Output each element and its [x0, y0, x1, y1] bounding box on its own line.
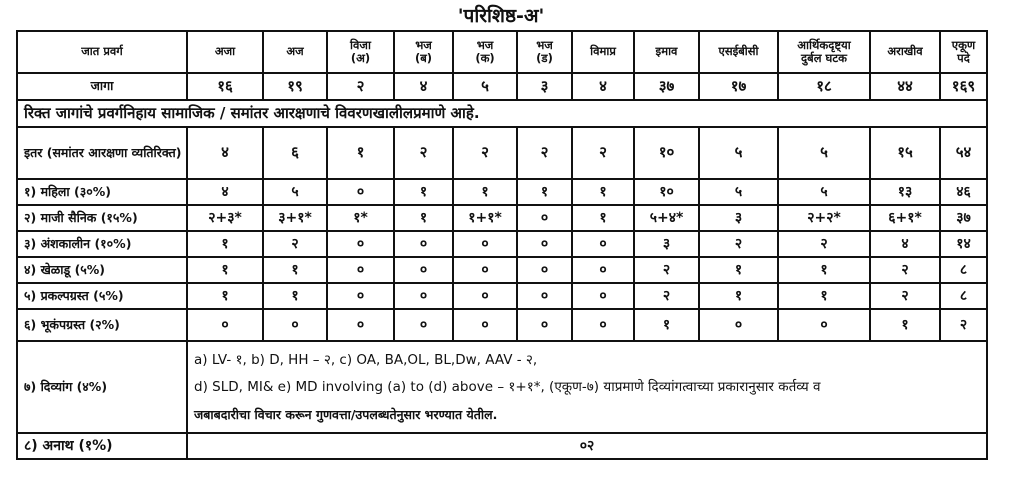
row-value: ०: [699, 309, 778, 341]
divyang-line2: d) SLD, MI& e) MD involving (a) to (d) above – १+१*, (एकूण-७) याप्रमाणे दिव्यांगत्वाच्या प्रकारानुसार कर्तव्य व: [194, 378, 821, 395]
column-header: [187, 31, 263, 73]
column-header: [453, 31, 517, 73]
column-header-line: अज: [286, 44, 304, 59]
column-header-line: एसईबीसी: [718, 44, 759, 59]
column-header-line: विजा: [350, 37, 371, 52]
jaga-row: [17, 73, 987, 100]
table-row: [17, 231, 987, 257]
jaga-value: १८: [778, 73, 870, 100]
row-value: ४: [187, 127, 263, 179]
row-value: ०: [327, 283, 394, 309]
column-header-line: इमाव: [655, 44, 678, 59]
row-label: ४) खेळाडू (५%): [17, 257, 187, 283]
row-label: ५) प्रकल्पग्रस्त (५%): [17, 283, 187, 309]
row-value: ०: [517, 257, 572, 283]
row-value: ०: [327, 179, 394, 205]
row-value: ५: [263, 179, 327, 205]
row-value: १: [263, 283, 327, 309]
row-value: १०: [634, 179, 699, 205]
table-row: [17, 179, 987, 205]
row-value: १: [699, 257, 778, 283]
header-row: [17, 31, 987, 73]
row-value: १: [187, 231, 263, 257]
row-value: २: [394, 127, 453, 179]
column-header-line: भज: [476, 37, 494, 52]
jaga-value: १९: [263, 73, 327, 100]
row-value: १: [394, 179, 453, 205]
row-value: १४: [940, 231, 987, 257]
row-value: १५: [870, 127, 940, 179]
column-header: [572, 31, 634, 73]
row-value: ४: [187, 179, 263, 205]
row-value: १: [187, 257, 263, 283]
row-value: १: [517, 179, 572, 205]
row-value: ३+१*: [263, 205, 327, 231]
row-value: ०: [517, 231, 572, 257]
row-value: २: [699, 231, 778, 257]
row-value: २: [940, 309, 987, 341]
table-row: [17, 309, 987, 341]
row-value: ५+४*: [634, 205, 699, 231]
column-header-line: (क): [475, 51, 495, 65]
row-value: १: [778, 257, 870, 283]
divyang-line1: a) LV- १, b) D, HH – २, c) OA, BA,OL, BL,Dw, AAV - २,: [194, 351, 538, 368]
row-value: १: [572, 179, 634, 205]
row-label: ३) अंशकालीन (१०%): [17, 231, 187, 257]
row-value: १*: [327, 205, 394, 231]
row-value: १: [453, 179, 517, 205]
row-value: ०: [327, 231, 394, 257]
table-row: [17, 205, 987, 231]
header-row-label: जात प्रवर्ग: [17, 31, 187, 73]
row-value: ०: [778, 309, 870, 341]
row-value: ०: [572, 231, 634, 257]
column-header: [517, 31, 572, 73]
row-value: ०: [517, 309, 572, 341]
row-value: ३७: [940, 205, 987, 231]
column-header-line: भज: [536, 37, 553, 52]
row-value: १: [187, 283, 263, 309]
anath-row: [17, 433, 987, 459]
divyang-row: [17, 341, 987, 433]
row-value: १: [699, 283, 778, 309]
jaga-value: ४४: [870, 73, 940, 100]
row-value: २: [634, 283, 699, 309]
row-value: १०: [634, 127, 699, 179]
column-header: [870, 31, 940, 73]
row-value: ५: [778, 179, 870, 205]
row-value: २+२*: [778, 205, 870, 231]
jaga-value: ४: [572, 73, 634, 100]
column-header: [327, 31, 394, 73]
column-header-line: पदे: [957, 51, 970, 65]
row-value: १: [634, 309, 699, 341]
section-heading: रिक्त जागांचे प्रवर्गनिहाय सामाजिक / समांतर आरक्षणाचे विवरणखालीलप्रमाणे आहे.: [17, 100, 987, 127]
row-value: २: [634, 257, 699, 283]
column-header-line: (ड): [536, 51, 553, 65]
column-header: [940, 31, 987, 73]
row-value: २: [572, 127, 634, 179]
row-value: ४६: [940, 179, 987, 205]
row-value: १: [572, 205, 634, 231]
row-value: ५: [699, 179, 778, 205]
row-value: २+३*: [187, 205, 263, 231]
row-value: ०: [453, 309, 517, 341]
row-value: ५४: [940, 127, 987, 179]
row-value: ०: [572, 283, 634, 309]
column-header: [778, 31, 870, 73]
row-value: १: [394, 205, 453, 231]
row-value: ५: [699, 127, 778, 179]
column-header-line: भज: [415, 37, 432, 52]
table-row: [17, 127, 987, 179]
table-row: [17, 283, 987, 309]
jaga-label: जागा: [17, 73, 187, 100]
column-header-line: आर्थिकदृष्ट्या: [797, 37, 851, 52]
row-value: १: [327, 127, 394, 179]
column-header-line: (अ): [350, 51, 371, 65]
anath-value: ०२: [187, 433, 987, 459]
column-header-line: अजा: [214, 44, 236, 59]
row-value: ०: [394, 231, 453, 257]
jaga-value: ४: [394, 73, 453, 100]
row-value: ०: [453, 231, 517, 257]
row-value: ०: [394, 283, 453, 309]
row-value: ०: [263, 309, 327, 341]
table-row: [17, 257, 987, 283]
jaga-value: १६९: [940, 73, 987, 100]
row-value: २: [517, 127, 572, 179]
row-value: ०: [327, 257, 394, 283]
jaga-value: १७: [699, 73, 778, 100]
row-label: ६) भूकंपग्रस्त (२%): [17, 309, 187, 341]
column-header-line: (ब): [414, 51, 433, 65]
row-value: ०: [394, 257, 453, 283]
row-value: २: [778, 231, 870, 257]
column-header-line: विमाप्र: [590, 44, 616, 59]
row-value: ६: [263, 127, 327, 179]
row-value: १३: [870, 179, 940, 205]
row-label: इतर (समांतर आरक्षणा व्यतिरिक्त): [17, 127, 187, 179]
row-value: २: [453, 127, 517, 179]
section-heading-row: [17, 100, 987, 127]
row-value: ०: [517, 283, 572, 309]
column-header: [634, 31, 699, 73]
row-label: १) महिला (३०%): [17, 179, 187, 205]
row-value: ०: [572, 257, 634, 283]
jaga-value: ३७: [634, 73, 699, 100]
row-value: २: [263, 231, 327, 257]
jaga-value: २: [327, 73, 394, 100]
reservation-table: [16, 30, 988, 460]
column-header: [394, 31, 453, 73]
divyang-details: [187, 341, 987, 433]
column-header: [263, 31, 327, 73]
row-value: १: [870, 309, 940, 341]
row-value: ३: [634, 231, 699, 257]
row-value: २: [870, 257, 940, 283]
row-value: ०: [394, 309, 453, 341]
column-header: [699, 31, 778, 73]
row-value: ०: [572, 309, 634, 341]
row-value: १: [778, 283, 870, 309]
row-value: ०: [327, 309, 394, 341]
column-header-line: अराखीव: [887, 44, 923, 59]
row-value: ०: [517, 205, 572, 231]
jaga-value: ५: [453, 73, 517, 100]
column-header-line: एकूण: [951, 37, 976, 52]
anath-label: ८) अनाथ (१%): [17, 433, 187, 459]
row-value: ०: [187, 309, 263, 341]
row-value: १: [263, 257, 327, 283]
row-value: २: [870, 283, 940, 309]
row-value: ५: [778, 127, 870, 179]
row-value: ४: [870, 231, 940, 257]
row-value: ८: [940, 283, 987, 309]
row-value: ०: [453, 283, 517, 309]
jaga-value: ३: [517, 73, 572, 100]
row-value: ८: [940, 257, 987, 283]
jaga-value: १६: [187, 73, 263, 100]
column-header-line: दुर्बल घटक: [801, 51, 847, 65]
row-value: ६+१*: [870, 205, 940, 231]
divyang-label: ७) दिव्यांग (४%): [17, 341, 187, 433]
row-value: ३: [699, 205, 778, 231]
divyang-line3: जबाबदारीचा विचार करून गुणवत्ता/उपलब्धतेनुसार भरण्यात येतील.: [194, 406, 498, 422]
page-title: 'परिशिष्ठ-अ': [457, 5, 545, 27]
row-value: ०: [453, 257, 517, 283]
row-value: १+१*: [453, 205, 517, 231]
row-label: २) माजी सैनिक (१५%): [17, 205, 187, 231]
